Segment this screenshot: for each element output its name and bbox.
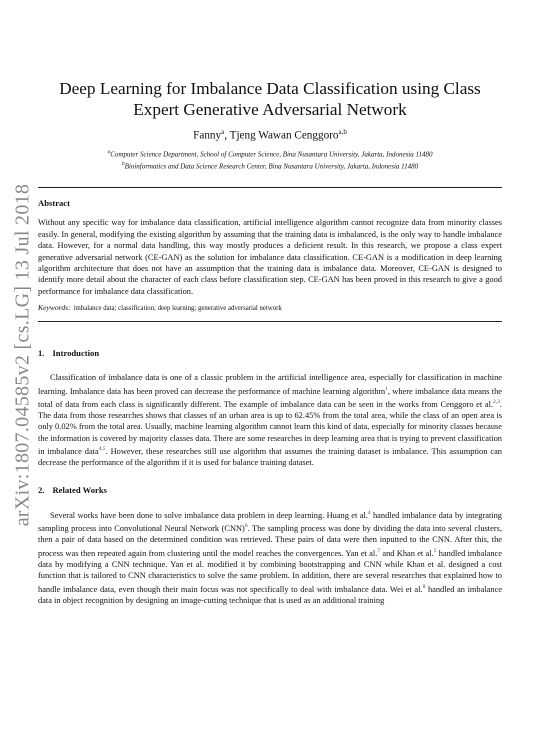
affil-marker: a [107,148,111,155]
affiliations [38,148,502,172]
citation-link[interactable]: 4 [367,509,371,516]
section-title: Introduction [52,348,100,359]
citation-link[interactable]: 1 [385,385,388,392]
divider-bottom [38,321,502,322]
paper-title: Deep Learning for Imbalance Data Classification using Class Expert Generative Adversarial Network [59,79,481,119]
related-works-paragraph [38,508,502,606]
text-run: . The data from those researches shows that classes of an urban area is up to 62.45% from the total area, while the class of an open area is only 0.02% from the total area. Usually, machine learning algorithm cannot learn this kind of data, especially for minority classes because the information is covered by majority classes data. There are some researches in deep learning area that is trying to prevent classification in imbalance data [38,399,502,457]
citation-link[interactable]: 2,3 [493,398,500,405]
author-affil-marker: a [221,128,225,136]
citation-link[interactable]: 6 [244,523,248,530]
keywords-line [38,303,502,312]
abstract-text: Without any specific way for imbalance data classification, artificial intelligence algorithm cannot recognize data from minority classes easily. In general, modifying the existing algorithm by assuming that the training data is imbalanced, is the only way to handle imbalance data. However, for a normal data handling, this way mostly produces a deficient result. In this research, we propose a class expert generative adversarial network (CE-GAN) as the solution for imbalance data classification. CE-GAN is a modification in deep learning algorithm architecture that does not have an assumption that the training data is imbalance data. Moreover, CE-GAN is designed to identify more detail about the character of each class before classification step. CE-GAN has been proved in this research to give a good performance for imbalance data classification. [38,218,502,296]
section-number: 2. [38,484,45,495]
author-name: Fanny [193,129,222,142]
text-run: , where imbalance data means the total of data from each class is significantly different. The example of imbalance data can be seen in the works from Cenggoro et al. [38,386,503,409]
citation-link[interactable]: 7 [377,547,381,554]
text-run: handled imbalance data by modifying a CNN technique. Yan et al. modified it by combining bootstrapping and CNN while Khan et al. designed a cost function that is tailored to CNN characteristics to solve the same problem. In addition, there are several researches that explained how to handle imbalance data, even though their main focus was not specifically to deal with imbalance data. Wei et al. [38,548,502,594]
introduction-paragraph [38,372,502,469]
affiliation-a [38,148,502,160]
affil-text: Computer Science Department, School of Computer Science, Bina Nusantara University, Jakarta, Indonesia 11480 [110,150,433,159]
text-run: and Khan et al. [380,548,434,558]
affil-marker: b [121,160,125,167]
citation-link[interactable]: 8 [422,583,426,590]
author-name: , Tjeng Wawan Cenggoro [224,129,339,142]
section-title: Related Works [52,484,107,495]
text-run: handled imbalance data by integrating sampling process into Convolutional Neural Network (CNN) [38,510,502,533]
text-run: . The sampling process was done by dividing the data into several clusters, then a pair of data based on the determined condition was retrieved. These pairs of data were then inputted to the CNN. After this, the process was then repeated again from clustering until the model reaches the convergences. Yan et al. [38,523,502,558]
section-heading-introduction [38,348,502,358]
section-number: 1. [38,348,45,359]
keywords-text: imbalance data; classification; deep learning; generative adversarial network [73,305,282,313]
author-line [38,128,502,142]
text-run: Several works have been done to solve imbalance data problem in deep learning. Huang et al. [50,510,368,520]
keywords-label: Keywords: [38,303,71,313]
text-run: Classification of imbalance data is one of a classic problem in the artificial intelligence area, especially for classification in machine learning. Imbalance data has been proved can decrease the performance of machine learning algorithm [38,373,502,396]
affil-text: Bioinformatics and Data Science Research Center, Bina Nusantara University, Jakarta, Indonesia 11480 [124,161,419,170]
paper-page [38,78,502,606]
section-heading-related-works [38,485,502,495]
arxiv-id: arXiv:1807.04585v2 [cs.LG] 13 Jul 2018 [11,183,34,527]
divider-top [38,187,502,188]
arxiv-sidebar-stamp [8,170,38,540]
abstract-heading: Abstract [38,198,70,209]
text-run: . However, these researches still use algorithm that assumes the training dataset is imbalance. This assumption can decrease the performance of the algorithm if it is used for balance training dataset. [38,447,502,468]
affiliation-b [38,160,502,172]
citation-link[interactable]: 4,5 [98,446,106,453]
text-run: handled an imbalance data in object recognition by designing an image-cutting technique that is used as an additional training [38,584,502,605]
author-affil-marker: a,b [338,128,347,136]
citation-link[interactable]: 5 [433,547,437,554]
